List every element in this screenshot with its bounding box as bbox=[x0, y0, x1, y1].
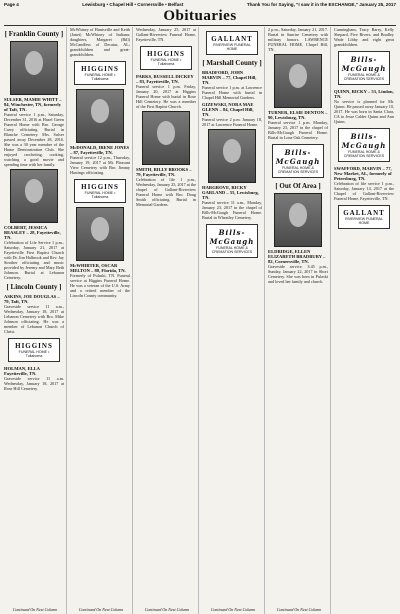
funeral-home-logo: Bills-McGaugh FUNERAL HOME & CREMATION SERVICES bbox=[338, 51, 390, 85]
obit-head: McWHIRTER, OSCAR MELTON – 88, Florida, TN. bbox=[70, 263, 126, 273]
funeral-home-logo: HIGGINS FUNERAL HOME • Tullahoma bbox=[8, 338, 60, 362]
header-thanks: Thank You for Saying, "I saw it in the EXCHANGE," January 25, 2017 bbox=[246, 2, 396, 7]
columns bbox=[4, 27, 396, 614]
obit-body: 2 p.m., Saturday, January 21, 2017. Burial in Sunrise Cemetery with military honors. LAWRENCE FUNERAL HOME, Chapel Hill, TN. bbox=[268, 27, 328, 52]
continued-note: Continued On Next Column bbox=[12, 607, 58, 612]
column-1 bbox=[4, 27, 67, 614]
obit-head: SMITH, BILLY BROOKS – 79, Fayetteville, TN. bbox=[136, 167, 192, 177]
column-4 bbox=[202, 27, 265, 614]
obit-head: ASKINS, JOE DOUGLAS – 79, Taft, TN. bbox=[4, 294, 60, 304]
obit-head: QUINN, RICKY – 53, Lindon, TN. bbox=[334, 89, 394, 99]
portrait-photo bbox=[10, 169, 58, 223]
funeral-home-logo: Bills-McGaugh FUNERAL HOME & CREMATION SERVICES bbox=[206, 224, 258, 258]
obit-head: BRADFORD, JOHN MARVIN – 77, Chapel Hill, TN. bbox=[202, 70, 257, 85]
section-out-of-area: [ Out Of Area ] bbox=[275, 182, 321, 190]
page-title: Obituaries bbox=[163, 8, 237, 24]
title-rule bbox=[4, 25, 396, 26]
continued-note: Continued On Next Column bbox=[210, 607, 256, 612]
obit-body: Funeral service 1 p.m. Monday, January 23, 2017 in the chapel of Bills-McGaugh Funeral Home. Burial in Lone Oak Cemetery. bbox=[268, 120, 328, 140]
obit-body: Funeral service 1 p.m. at Lawrence Funeral Home with burial in Chapel Hill Memorial Gardens. bbox=[202, 85, 262, 100]
obit-head: TURNER, ELSIE DENTON – 90, Lewisburg, TN. bbox=[268, 110, 328, 120]
obit-body: Graveside service 11 a.m., Wednesday, January 18, 2017 at Lebanon Cemetery with Bro. Mike Johnson officiating. He was a member of Lebanon Church of Christ. bbox=[4, 304, 64, 334]
obit-body: Graveside service 11 a.m. Wednesday, January 18, 2017 at Rose Hill Cemetery. bbox=[4, 376, 64, 391]
obit-head: HOLMAN, ELLA Fayetteville, TN. bbox=[4, 366, 40, 376]
obit-body: Wednesday, January 25, 2017 at Gallant-Riverview Funeral Home, Fayetteville, TN. bbox=[136, 27, 196, 42]
paper-name: Lewisburg • Chapel Hill • Cornersville • Belfast bbox=[82, 2, 184, 7]
funeral-home-logo: HIGGINS FUNERAL HOME • Tullahoma bbox=[74, 179, 126, 203]
obit-body: Celebration of Life Service 1 p.m., Saturday, January 21, 2017 at Fayetteville First Baptist Church with Dr. Jim Halbrook and Rev. Jay Strother officiating and music provided by Jeremy and Mary Beth Johnson. Burial at Lebanon Cemetery. bbox=[4, 240, 64, 280]
funeral-home-logo: HIGGINS FUNERAL HOME • Tullahoma bbox=[140, 46, 192, 70]
obit-body: Funeral service 1 p.m. Friday, January 20, 2017 at Higgins Funeral Home with burial in Rose Hill Cemetery. He was a member of the First Baptist Church. bbox=[136, 84, 196, 109]
funeral-home-logo: Bills-McGaugh FUNERAL HOME & CREMATION SERVICES bbox=[338, 128, 390, 162]
obit-body: McWhiney of Huntsville and Keith (Janet) McWhiney of Indiana; daughters, Margaret (Bill) McCandless of Decatur, AL; grandchildren and great-grandchildren. bbox=[70, 27, 130, 57]
portrait-photo bbox=[10, 41, 58, 95]
obit-head: McDONALD, IRENE JONES – 87, Fayetteville, TN. bbox=[70, 145, 130, 155]
obit-body: Funeral service 12 p.m., Thursday, January 19, 2017 at Mt. Pleasant View Cemetery with Bro. Jimmy Hastings officiating. bbox=[70, 155, 130, 175]
obit-body: Graveside service, 3:45 p.m., Sunday, January 22, 2017 in Short Cemetery. She was born in Pulaski and loved her family and church. bbox=[268, 264, 328, 284]
portrait-photo bbox=[208, 129, 256, 183]
obit-body: Funeral service 11 a.m., Monday, January 23, 2017 in the chapel of Bills-McGaugh Funeral Home. Burial in Wheatley Cemetery. bbox=[202, 200, 262, 220]
obit-body: Celebration of life 1 p.m., Wednesday, January 25, 2017 at the chapel of Gallant-Riverview Funeral Home with Bro. Doug Smith officiating. Burial in Memorial Gardens. bbox=[136, 177, 196, 207]
continued-note: Continued On Next Column bbox=[78, 607, 124, 612]
funeral-home-logo: GALLANT RIVERVIEW FUNERAL HOME bbox=[206, 31, 258, 55]
obit-body: Celebration of life service 1 p.m., Saturday, January 14, 2017 at the Chapel of Gallant-Riverview Funeral Home, Fayetteville, TN. bbox=[334, 181, 394, 201]
column-2 bbox=[70, 27, 133, 614]
obit-head: HARGROVE, RICKY GARLAND – 55, Lewisburg, TN. bbox=[202, 185, 259, 200]
section-marshall: [ Marshall County ] bbox=[202, 59, 262, 67]
obit-body: Funeral service 2 p.m. January 18, 2017 at Lawrence Funeral Home. bbox=[202, 117, 262, 127]
obit-head: COLBERT, JESSICA BEASLEY – 28, Fayetteville, TN. bbox=[4, 225, 61, 240]
obit-head: SULSER, MAMIE WHITT – 84, Winchester, TN, formerly of Taft, TN. bbox=[4, 97, 62, 112]
obit-head: SWAFFORD, MARVIN – 77, New Market, AL, formerly of Petersburg, TN. bbox=[334, 166, 392, 181]
portrait-photo bbox=[142, 111, 190, 165]
funeral-home-logo: HIGGINS FUNERAL HOME • Tullahoma bbox=[74, 61, 126, 85]
obit-body: Funeral service 1 p.m., Saturday, December 31, 2016 at Hazel Green Funeral Home with Bro. George Carey officiating. Burial in Blanche Cemetery. Mrs. Sulser passed away December 28, 2016. She was a 30 year member of the Home Demonstration Club. She enjoyed crocheting, cooking, watching a good movie and spending time with her family. bbox=[4, 112, 64, 167]
continued-note: Continued On Next Column bbox=[144, 607, 190, 612]
portrait-photo bbox=[274, 193, 322, 247]
obit-head: PARKS, RUSSELL DICKEY – 83, Fayetteville, TN. bbox=[136, 74, 194, 84]
obit-body: Cunningham, Tracy Barry, Kelly Shepard, Five Rivers, and Bradley Wade Libby and eight great grandchildren. bbox=[334, 27, 394, 47]
funeral-home-logo: Bills-McGaugh FUNERAL HOME & CREMATION SERVICES bbox=[272, 144, 324, 178]
section-franklin: [ Franklin County ] bbox=[4, 30, 64, 38]
portrait-photo bbox=[76, 207, 124, 261]
obit-body: No service is planned for Mr. Quinn. He passed away January 10, 2017. He was born in Santa Clara, CA to Jesse Calder Quinn and Ann Quinn. bbox=[334, 99, 394, 124]
obit-body: Formerly of Pulaski, TN. Funeral service at Higgins Funeral Home. He was a veteran of the U.S. Army and a retired member of the Lincoln County community. bbox=[70, 273, 130, 298]
page-number: Page 4 bbox=[4, 2, 19, 7]
column-5 bbox=[268, 27, 331, 614]
obit-head: ELDRIDGE, ELLEN ELIZABETH BRADBURY – 82, Cornersville, TN. bbox=[268, 249, 326, 264]
obit-head: GIZEWSKI, NORA MAE GLENN – 84, Chapel Hill, TN. bbox=[202, 102, 254, 117]
portrait-photo bbox=[274, 54, 322, 108]
portrait-photo bbox=[76, 89, 124, 143]
column-6 bbox=[334, 27, 396, 614]
column-3 bbox=[136, 27, 199, 614]
funeral-home-logo: GALLANT RIVERVIEW FUNERAL HOME bbox=[338, 205, 390, 229]
section-lincoln: [ Lincoln County ] bbox=[6, 283, 62, 291]
continued-note: Continued On Next Column bbox=[276, 607, 322, 612]
